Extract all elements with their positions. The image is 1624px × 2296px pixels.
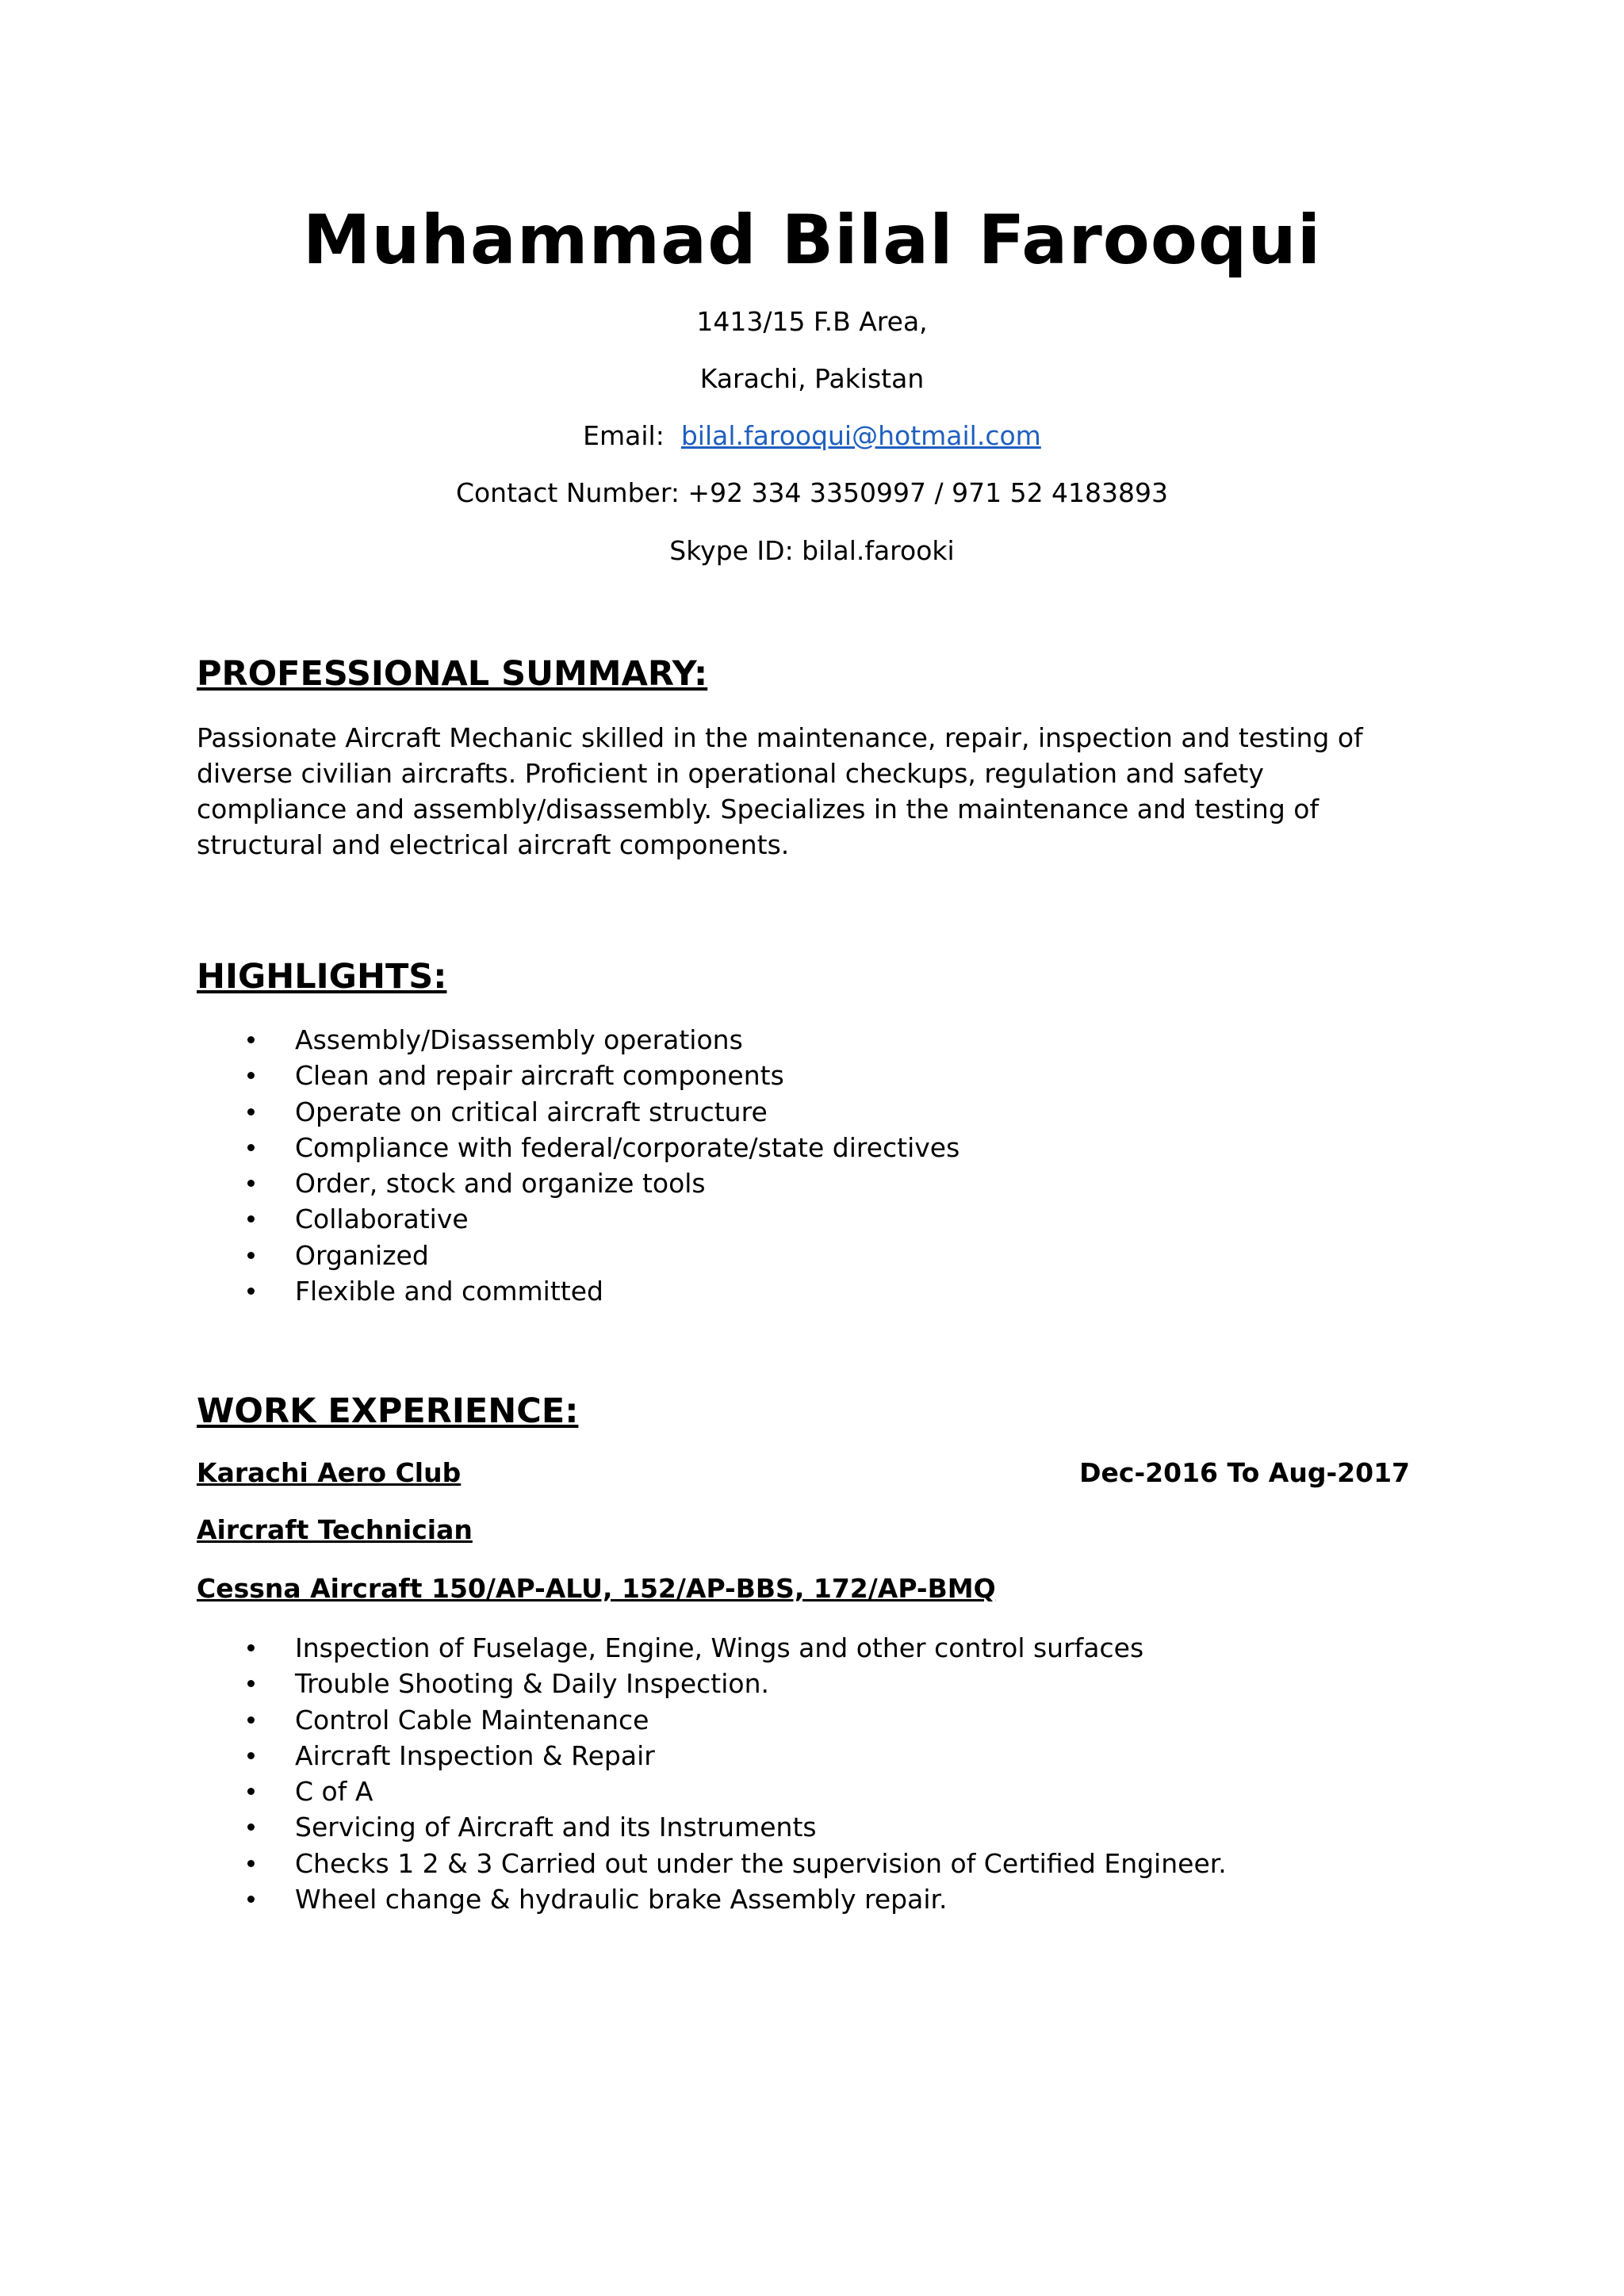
- address-line-2: Karachi, Pakistan: [699, 363, 925, 394]
- bullet-icon: [247, 1180, 255, 1187]
- email-label: Email:: [583, 420, 665, 451]
- bullet-icon: [247, 1823, 255, 1831]
- bullet-icon: [247, 1716, 255, 1724]
- bullet-icon: [247, 1072, 255, 1079]
- candidate-name: Muhammad Bilal Farooqui: [302, 201, 1322, 280]
- summary-line: structural and electrical aircraft components.: [197, 829, 790, 860]
- bullet-icon: [247, 1788, 255, 1795]
- list-item: Servicing of Aircraft and its Instruments: [197, 1809, 1227, 1845]
- highlights-list: [197, 1022, 959, 1309]
- email-line: [0, 419, 1624, 453]
- summary-line: diverse civilian aircrafts. Proficient in operational checkups, regulation and safety: [197, 758, 1264, 789]
- list-item: Control Cable Maintenance: [197, 1702, 1227, 1738]
- list-item: Operate on critical aircraft structure: [197, 1094, 959, 1130]
- duties-list: [197, 1630, 1227, 1917]
- bullet-icon: [247, 1680, 255, 1687]
- bullet-icon: [247, 1036, 255, 1043]
- job-title: Aircraft Technician: [197, 1514, 473, 1545]
- bullet-icon: [247, 1144, 255, 1151]
- email-link[interactable]: bilal.farooqui@hotmail.com: [680, 420, 1041, 451]
- list-item: Assembly/Disassembly operations: [197, 1022, 959, 1058]
- list-item: Aircraft Inspection & Repair: [197, 1738, 1227, 1774]
- summary-text: [197, 720, 1434, 863]
- bullet-icon: [247, 1644, 255, 1651]
- bullet-icon: [247, 1896, 255, 1903]
- list-item: Flexible and committed: [197, 1273, 959, 1309]
- aircraft-types: Cessna Aircraft 150/AP-ALU, 152/AP-BBS, 172/AP-BMQ: [197, 1573, 996, 1604]
- address-line-1: 1413/15 F.B Area,: [696, 306, 928, 337]
- list-item: C of A: [197, 1774, 1227, 1809]
- list-item: Compliance with federal/corporate/state directives: [197, 1130, 959, 1165]
- employer-name: Karachi Aero Club: [197, 1457, 462, 1488]
- list-item: Trouble Shooting & Daily Inspection.: [197, 1666, 1227, 1701]
- list-item: Collaborative: [197, 1201, 959, 1237]
- skype-id: Skype ID: bilal.farooki: [669, 535, 955, 566]
- list-item: Inspection of Fuselage, Engine, Wings and other control surfaces: [197, 1630, 1227, 1666]
- bullet-icon: [247, 1860, 255, 1867]
- list-item: Wheel change & hydraulic brake Assembly repair.: [197, 1881, 1227, 1917]
- summary-heading: PROFESSIONAL SUMMARY:: [197, 654, 708, 694]
- list-item: Checks 1 2 & 3 Carried out under the supervision of Certified Engineer.: [197, 1846, 1227, 1881]
- list-item: Clean and repair aircraft components: [197, 1058, 959, 1093]
- summary-line: Passionate Aircraft Mechanic skilled in the maintenance, repair, inspection and testing of: [197, 722, 1363, 753]
- list-item: Organized: [197, 1238, 959, 1273]
- bullet-icon: [247, 1108, 255, 1115]
- employment-dates: Dec-2016 To Aug-2017: [1079, 1457, 1410, 1488]
- bullet-icon: [247, 1252, 255, 1259]
- list-item: Order, stock and organize tools: [197, 1165, 959, 1201]
- bullet-icon: [247, 1215, 255, 1223]
- highlights-heading: HIGHLIGHTS:: [197, 957, 447, 997]
- work-experience-heading: WORK EXPERIENCE:: [197, 1391, 579, 1431]
- summary-line: compliance and assembly/disassembly. Specializes in the maintenance and testing of: [197, 794, 1320, 825]
- contact-number: Contact Number: +92 334 3350997 / 971 52 4183893: [455, 477, 1169, 508]
- bullet-icon: [247, 1288, 255, 1295]
- bullet-icon: [247, 1752, 255, 1759]
